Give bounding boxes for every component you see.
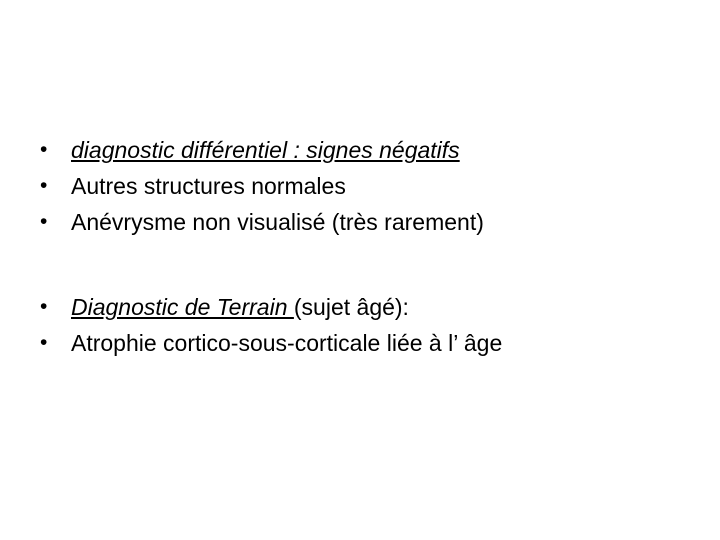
bullet-list [40, 132, 700, 361]
bullet-cortical-atrophy [40, 325, 700, 361]
bullet-differential-diagnosis [40, 132, 700, 168]
bullet-aneurysm-not-visualized [40, 204, 700, 240]
bullet-terrain-diagnosis [40, 289, 700, 325]
section-spacer [40, 240, 700, 289]
normal-structures-text: Autres structures normales [71, 173, 346, 199]
bullet-normal-structures [40, 168, 700, 204]
cortical-atrophy-text: Atrophie cortico-sous-corticale liée à l’ âge [71, 330, 503, 356]
terrain-diagnosis-detail: (sujet âgé): [293, 294, 409, 320]
differential-diagnosis-heading: diagnostic différentiel : signes négatifs [71, 137, 460, 163]
terrain-diagnosis-heading: Diagnostic de Terrain [71, 294, 294, 320]
aneurysm-text: Anévrysme non visualisé (très rarement) [71, 209, 484, 235]
